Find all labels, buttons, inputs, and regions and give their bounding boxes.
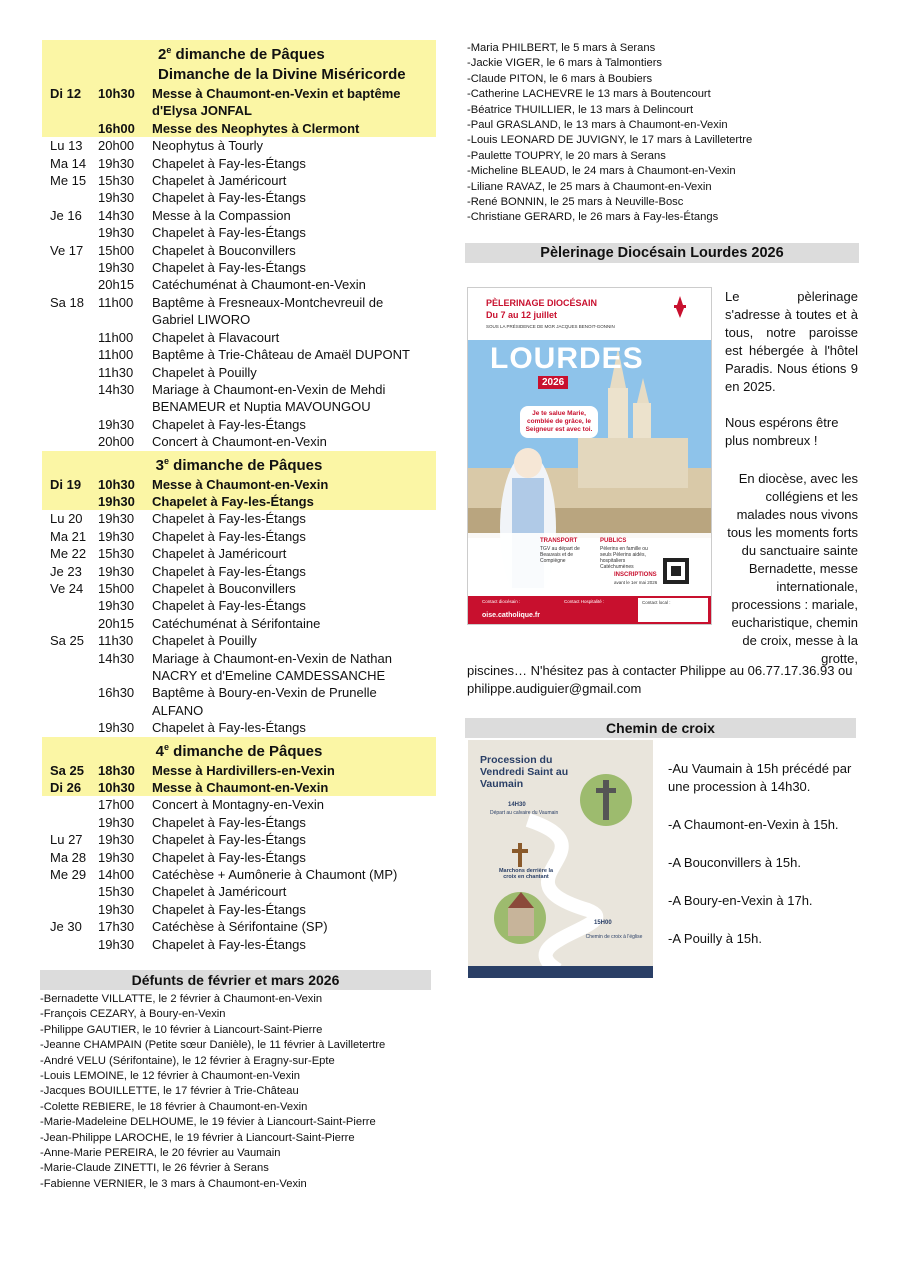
schedule-time: 19h30 [98, 225, 135, 241]
schedule-desc: Mariage à Chaumont-en-Vexin de Mehdi [152, 381, 386, 397]
schedule-day [42, 433, 98, 450]
schedule-row [42, 120, 436, 137]
schedule-desc: Chapelet à Fay-les-Étangs [152, 832, 306, 848]
schedule-row [42, 667, 436, 684]
schedule-row [42, 831, 436, 848]
section-title: 3e dimanche de Pâques [42, 451, 436, 476]
schedule-day [42, 936, 98, 953]
schedule-day: Me 22 [50, 546, 87, 562]
schedule-row [42, 329, 436, 346]
chemin-item: -A Pouilly à 15h. [668, 931, 762, 946]
schedule-time: 16h30 [98, 685, 135, 701]
schedule-day [42, 719, 98, 736]
schedule-day [42, 493, 98, 510]
chemin-poster-t1: 14H30 [508, 802, 526, 808]
schedule-day: Ma 28 [50, 849, 87, 865]
defunts-list-left [40, 992, 431, 1192]
schedule-row [42, 433, 436, 450]
schedule-desc: Chapelet à Pouilly [152, 633, 257, 649]
schedule-row [42, 85, 436, 102]
schedule-day: Sa 25 [50, 762, 84, 778]
schedule-time: 15h00 [98, 580, 135, 596]
schedule-day: Lu 27 [50, 832, 83, 848]
defunts-list-right [467, 41, 860, 226]
schedule-day: Je 16 [50, 207, 82, 223]
schedule-row [42, 155, 436, 172]
schedule-day [42, 814, 98, 831]
schedule-desc: Catéchèse + Aumônerie à Chaumont (MP) [152, 867, 398, 883]
defunt-item: -Paul GRASLAND, le 13 mars à Chaumont-en-Vexin [467, 119, 728, 132]
schedule-day: Ma 21 [50, 528, 87, 544]
schedule-time: 11h00 [98, 347, 134, 363]
schedule-desc: d'Elysa JONFAL [152, 103, 252, 119]
schedule-time: 20h00 [98, 434, 135, 450]
schedule-row [42, 779, 436, 796]
schedule-row [42, 936, 436, 953]
defunt-item: -Philippe GAUTIER, le 10 février à Liancourt-Saint-Pierre [40, 1023, 323, 1036]
schedule-day [42, 883, 98, 900]
schedule-desc: Messe à Chaumont-en-Vexin [152, 780, 329, 796]
chemin-poster-t3: 15H00 [594, 920, 612, 926]
schedule-day [42, 650, 98, 667]
lourdes-poster-contact1: Contact diocésain : [482, 599, 521, 604]
schedule-row [42, 137, 436, 154]
schedule-day [42, 329, 98, 346]
lourdes-poster-inscr2: avant le 1er mai 2026 [614, 580, 658, 585]
schedule-day: Je 30 [50, 919, 82, 935]
lourdes-poster [467, 287, 712, 625]
lourdes-poster-presidency: SOUS LA PRÉSIDENCE DE MGR JACQUES BENOIT-GONNIN [486, 324, 615, 329]
schedule-time: 17h30 [98, 919, 135, 935]
schedule-time: 10h30 [98, 780, 135, 796]
schedule-time: 19h30 [98, 849, 135, 865]
schedule-row [42, 615, 436, 632]
schedule-desc: Chapelet à Fay-les-Étangs [152, 720, 306, 736]
schedule-time [98, 702, 152, 719]
schedule-time: 15h00 [98, 242, 135, 258]
schedule-row [42, 796, 436, 813]
lourdes-poster-public-h: PUBLICS [600, 538, 627, 544]
schedule-row [42, 189, 436, 206]
schedule-day [42, 684, 98, 701]
schedule-time: 11h30 [98, 633, 134, 649]
schedule-day: Me 29 [50, 867, 87, 883]
schedule-row [42, 580, 436, 597]
schedule-day: Lu 13 [50, 138, 83, 154]
schedule-desc: Chapelet à Fay-les-Étangs [152, 901, 306, 917]
schedule-day: Di 26 [50, 780, 82, 796]
schedule-row [42, 207, 436, 224]
schedule-time: 20h15 [98, 615, 135, 631]
schedule-row [42, 597, 436, 614]
chemin-poster-title: Procession du Vendredi Saint au Vaumain [480, 754, 569, 790]
schedule-column [42, 40, 436, 953]
schedule-day [42, 901, 98, 918]
schedule-day [42, 702, 98, 719]
schedule-desc: Chapelet à Fay-les-Étangs [152, 598, 306, 614]
schedule-time: 15h30 [98, 884, 135, 900]
lourdes-title: Pèlerinage Diocésain Lourdes 2026 [465, 243, 859, 263]
defunt-item: -Jeanne CHAMPAIN (Petite sœur Danièle), le 11 février à Lavilletertre [40, 1039, 386, 1052]
schedule-row [42, 242, 436, 259]
schedule-desc: Chapelet à Pouilly [152, 364, 257, 380]
schedule-row [42, 276, 436, 293]
chemin-title: Chemin de croix [465, 718, 856, 738]
schedule-desc: Chapelet à Fay-les-Étangs [152, 936, 306, 952]
defunt-item: -Christiane GERARD, le 26 mars à Fay-les-Étangs [467, 211, 719, 224]
defunt-item: -Jean-Philippe LAROCHE, le 19 février à Liancourt-Saint-Pierre [40, 1131, 355, 1144]
defunt-item: -Catherine LACHEVRE le 13 mars à Boutencourt [467, 88, 711, 101]
lourdes-poster-art [468, 288, 711, 624]
schedule-time: 11h00 [98, 294, 134, 310]
schedule-desc: Chapelet à Bouconvillers [152, 580, 296, 596]
schedule-time: 19h30 [98, 416, 135, 432]
schedule-desc: Chapelet à Fay-les-Étangs [152, 225, 306, 241]
schedule-time: 10h30 [98, 86, 135, 101]
defunt-item: -André VELU (Sérifontaine), le 12 février à Eragny-sur-Epte [40, 1054, 335, 1067]
chemin-item: -A Bouconvillers à 15h. [668, 855, 801, 870]
schedule-day: Lu 20 [50, 511, 83, 527]
chemin-poster-t1desc: Départ au calvaire du Vaumain [490, 810, 559, 816]
schedule-day [42, 346, 98, 363]
schedule-desc: Chapelet à Jaméricourt [152, 173, 287, 189]
schedule-row [42, 294, 436, 311]
schedule-row [42, 172, 436, 189]
schedule-desc: Messe à la Compassion [152, 207, 291, 223]
schedule-row [42, 346, 436, 363]
defunt-item: -François CEZARY, à Boury-en-Vexin [40, 1008, 226, 1021]
schedule-row [42, 493, 436, 510]
schedule-time [98, 667, 152, 684]
schedule-day: Je 23 [50, 563, 82, 579]
lourdes-para-2: Nous espérons être plus nombreux ! [725, 415, 839, 448]
schedule-row [42, 364, 436, 381]
schedule-time: 15h30 [98, 173, 135, 189]
schedule-day: Sa 18 [50, 294, 84, 310]
schedule-desc: Chapelet à Fay-les-Étangs [152, 849, 306, 865]
schedule-row [42, 684, 436, 701]
schedule-desc: Chapelet à Bouconvillers [152, 242, 296, 258]
schedule-time: 15h30 [98, 546, 135, 562]
schedule-time: 19h30 [98, 936, 135, 952]
schedule-day: Di 12 [50, 86, 82, 101]
schedule-desc: Messe à Hardivillers-en-Vexin [152, 762, 335, 778]
schedule-desc: Chapelet à Fay-les-Étangs [152, 416, 306, 432]
schedule-day [42, 381, 98, 398]
section-title: 2e dimanche de Pâques [42, 40, 436, 65]
chemin-item: -A Chaumont-en-Vexin à 15h. [668, 817, 839, 832]
schedule-day [42, 667, 98, 684]
schedule-day [42, 796, 98, 813]
defunt-item: -René BONNIN, le 25 mars à Neuville-Bosc [467, 196, 684, 209]
schedule-row [42, 650, 436, 667]
schedule-row [42, 866, 436, 883]
schedule-desc: Catéchuménat à Chaumont-en-Vexin [152, 277, 366, 293]
schedule-day: Ma 14 [50, 155, 87, 171]
defunt-item: -Louis LEMOINE, le 12 février à Chaumont-en-Vexin [40, 1070, 300, 1083]
schedule-desc: Concert à Chaumont-en-Vexin [152, 434, 327, 450]
schedule-desc: NACRY et d'Emeline CAMDESSANCHE [152, 668, 386, 683]
defunt-item: -Anne-Marie PEREIRA, le 20 février au Vaumain [40, 1147, 281, 1160]
schedule-time: 19h30 [98, 190, 135, 206]
schedule-desc: Chapelet à Fay-les-Étangs [152, 190, 306, 206]
lourdes-poster-contact3: Contact local : [642, 600, 671, 605]
schedule-row [42, 849, 436, 866]
schedule-time: 14h30 [98, 381, 135, 397]
schedule-time [98, 398, 152, 415]
schedule-time: 14h00 [98, 867, 135, 883]
schedule-desc: Chapelet à Jaméricourt [152, 884, 287, 900]
schedule-row [42, 259, 436, 276]
lourdes-poster-site: oise.catholique.fr [482, 612, 540, 619]
schedule-day: Ve 24 [50, 580, 84, 596]
schedule-desc: Chapelet à Jaméricourt [152, 546, 287, 562]
schedule-time: 19h30 [98, 598, 135, 614]
schedule-time: 17h00 [98, 797, 135, 813]
schedule-day [42, 224, 98, 241]
schedule-desc: Chapelet à Fay-les-Étangs [152, 563, 306, 579]
schedule-row [42, 510, 436, 527]
section-title: 4e dimanche de Pâques [42, 737, 436, 762]
schedule-time: 14h30 [98, 207, 135, 223]
schedule-day [42, 364, 98, 381]
schedule-time: 11h30 [98, 364, 134, 380]
defunt-item: -Marie-Claude ZINETTI, le 26 février à Serans [40, 1162, 269, 1175]
schedule-day [42, 311, 98, 328]
schedule-time: 19h30 [98, 563, 135, 579]
lourdes-poster-transport: TGV au départ de Beauvais et de Compiègne [540, 546, 580, 564]
defunts-section [40, 970, 431, 1192]
schedule-day: Di 19 [50, 476, 82, 492]
schedule-desc: Messe à Chaumont-en-Vexin [152, 476, 329, 492]
defunt-item: -Colette REBIERE, le 18 février à Chaumont-en-Vexin [40, 1100, 308, 1113]
lourdes-para-4: piscines… N'hésitez pas à contacter Philippe au 06.77.17.36.93 ou philippe.audiguier@gmail.com [467, 663, 853, 696]
schedule-row [42, 918, 436, 935]
schedule-row [42, 901, 436, 918]
schedule-day [42, 259, 98, 276]
schedule-row [42, 476, 436, 493]
section-title: Dimanche de la Divine Miséricorde [42, 65, 436, 85]
chemin-poster [468, 740, 653, 978]
lourdes-poster-bubble: Je te salue Marie, comblée de grâce, le Seigneur est avec toi. [520, 406, 598, 438]
schedule-day [42, 597, 98, 614]
schedule-desc: ALFANO [152, 702, 204, 718]
defunts-title: Défunts de février et mars 2026 [40, 970, 431, 990]
schedule-row [42, 814, 436, 831]
schedule-time: 20h00 [98, 138, 135, 154]
defunt-item: -Marie-Madeleine DELHOUME, le 19 févier à Liancourt-Saint-Pierre [40, 1116, 376, 1129]
schedule-time: 19h30 [98, 155, 135, 171]
schedule-time: 18h30 [98, 762, 135, 778]
schedule-time: 11h00 [98, 329, 134, 345]
schedule-time [98, 311, 152, 328]
defunt-item: -Paulette TOUPRY, le 20 mars à Serans [467, 149, 666, 162]
lourdes-poster-public: Pèlerins en famille ou seuls Pèlerins aidés, hospitaliers Catéchumènes [600, 546, 648, 570]
schedule-day [42, 120, 98, 137]
ordinal-sup: e [163, 741, 169, 752]
schedule-row [42, 102, 436, 119]
schedule-day [42, 276, 98, 293]
schedule-row [42, 563, 436, 580]
schedule-row [42, 702, 436, 719]
schedule-day: Sa 25 [50, 633, 84, 649]
schedule-time: 19h30 [98, 720, 135, 736]
schedule-day [42, 416, 98, 433]
defunt-item: -Claude PITON, le 6 mars à Boubiers [467, 72, 653, 85]
schedule-day [42, 189, 98, 206]
chemin-item: -A Boury-en-Vexin à 17h. [668, 893, 813, 908]
schedule-time: 19h30 [98, 814, 135, 830]
schedule-row [42, 883, 436, 900]
chemin-poster-t2: Marchons derrière la croix en chantant [498, 868, 554, 880]
schedule-day: Ve 17 [50, 242, 84, 258]
schedule-row [42, 381, 436, 398]
lourdes-poster-contact2: Contact Hospitalité : [564, 599, 605, 604]
schedule-desc: Baptême à Trie-Château de Amaël DUPONT [152, 347, 410, 363]
defunt-item: -Béatrice THUILLIER, le 13 mars à Delincourt [467, 103, 694, 116]
schedule-desc: Catéchuménat à Sérifontaine [152, 615, 321, 631]
lourdes-para-1: Le pèlerinage s'adresse à toutes et à tous, notre paroisse est hébergée à l'hôtel Paradis. Nous étions 9 en 2025. [725, 289, 858, 394]
schedule-desc: Chapelet à Flavacourt [152, 329, 280, 345]
schedule-desc: Baptême à Fresneaux-Montchevreuil de [152, 294, 384, 310]
schedule-row [42, 545, 436, 562]
defunt-item: -Maria PHILBERT, le 5 mars à Serans [467, 42, 656, 54]
schedule-time: 19h30 [98, 528, 135, 544]
schedule-desc: Neophytus à Tourly [152, 138, 264, 154]
schedule-desc: Chapelet à Fay-les-Étangs [152, 155, 306, 171]
schedule-row [42, 528, 436, 545]
chemin-items [668, 760, 863, 968]
schedule-day [42, 398, 98, 415]
schedule-desc: Chapelet à Fay-les-Étangs [152, 493, 314, 509]
schedule-time: 16h00 [98, 120, 135, 136]
defunt-item: -Micheline BLEAUD, le 24 mars à Chaumont-en-Vexin [467, 165, 736, 178]
right-column [465, 40, 860, 946]
defunt-item: -Louis LEONARD DE JUVIGNY, le 17 mars à Lavilletertre [467, 134, 753, 147]
ordinal-sup: e [163, 455, 169, 466]
schedule-desc: Catéchèse à Sérifontaine (SP) [152, 919, 328, 935]
chemin-poster-t3desc: Chemin de croix à l'église [585, 934, 643, 940]
schedule-time: 14h30 [98, 650, 135, 666]
schedule-row [42, 719, 436, 736]
schedule-time: 20h15 [98, 277, 135, 293]
ordinal-sup: e [166, 45, 172, 55]
schedule-desc: Mariage à Chaumont-en-Vexin de Nathan [152, 650, 392, 666]
schedule-row [42, 224, 436, 241]
defunt-item: -Jacques BOUILLETTE, le 17 février à Trie-Château [40, 1085, 299, 1098]
schedule-time: 19h30 [98, 493, 135, 509]
schedule-day: Me 15 [50, 173, 87, 189]
schedule-time: 19h30 [98, 901, 135, 917]
schedule-desc: Messe à Chaumont-en-Vexin et baptême [152, 86, 401, 101]
schedule-day [42, 102, 98, 119]
defunt-item: -Liliane RAVAZ, le 25 mars à Chaumont-en-Vexin [467, 180, 712, 193]
schedule-desc: Messe des Neophytes à Clermont [152, 120, 360, 136]
schedule-time: 19h30 [98, 832, 135, 848]
schedule-row [42, 416, 436, 433]
schedule-row [42, 632, 436, 649]
schedule-desc: Gabriel LIWORO [152, 312, 251, 328]
schedule-desc: Chapelet à Fay-les-Étangs [152, 260, 306, 276]
schedule-desc: Chapelet à Fay-les-Étangs [152, 511, 306, 527]
lourdes-poster-year: 2026 [538, 376, 568, 389]
defunt-item: -Fabienne VERNIER, le 3 mars à Chaumont-en-Vexin [40, 1177, 307, 1190]
schedule-desc: BENAMEUR et Nuptia MAVOUNGOU [152, 399, 371, 415]
schedule-time: 19h30 [98, 260, 135, 276]
schedule-row [42, 762, 436, 779]
defunt-item: -Jackie VIGER, le 6 mars à Talmontiers [467, 57, 663, 70]
schedule-desc: Concert à Montagny-en-Vexin [152, 797, 324, 813]
lourdes-para-3: En diocèse, avec les collégiens et les malades nous vivons tous les moments forts du sanctuaire sainte Bernadette, messe internationale, processions : mariale, eucharistique, chemin de croix, messe à la grotte, [727, 471, 858, 666]
schedule-time [98, 102, 152, 119]
lourdes-poster-big: LOURDES [490, 342, 644, 375]
schedule-row [42, 311, 436, 328]
schedule-desc: Chapelet à Fay-les-Étangs [152, 528, 306, 544]
defunt-item: -Bernadette VILLATTE, le 2 février à Chaumont-en-Vexin [40, 993, 323, 1005]
schedule-day [42, 615, 98, 632]
schedule-desc: Baptême à Boury-en-Vexin de Prunelle [152, 685, 377, 701]
schedule-time: 19h30 [98, 511, 135, 527]
chemin-item: -Au Vaumain à 15h précédé par une procession à 14h30. [668, 761, 852, 794]
lourdes-poster-dates: Du 7 au 12 juillet [486, 310, 558, 320]
schedule-desc: Chapelet à Fay-les-Étangs [152, 814, 306, 830]
schedule-row [42, 398, 436, 415]
lourdes-poster-inscr: INSCRIPTIONS [614, 572, 657, 578]
lourdes-poster-transport-h: TRANSPORT [540, 538, 578, 544]
lourdes-poster-heading: PÈLERINAGE DIOCÉSAIN [486, 298, 598, 308]
schedule-time: 10h30 [98, 476, 135, 492]
